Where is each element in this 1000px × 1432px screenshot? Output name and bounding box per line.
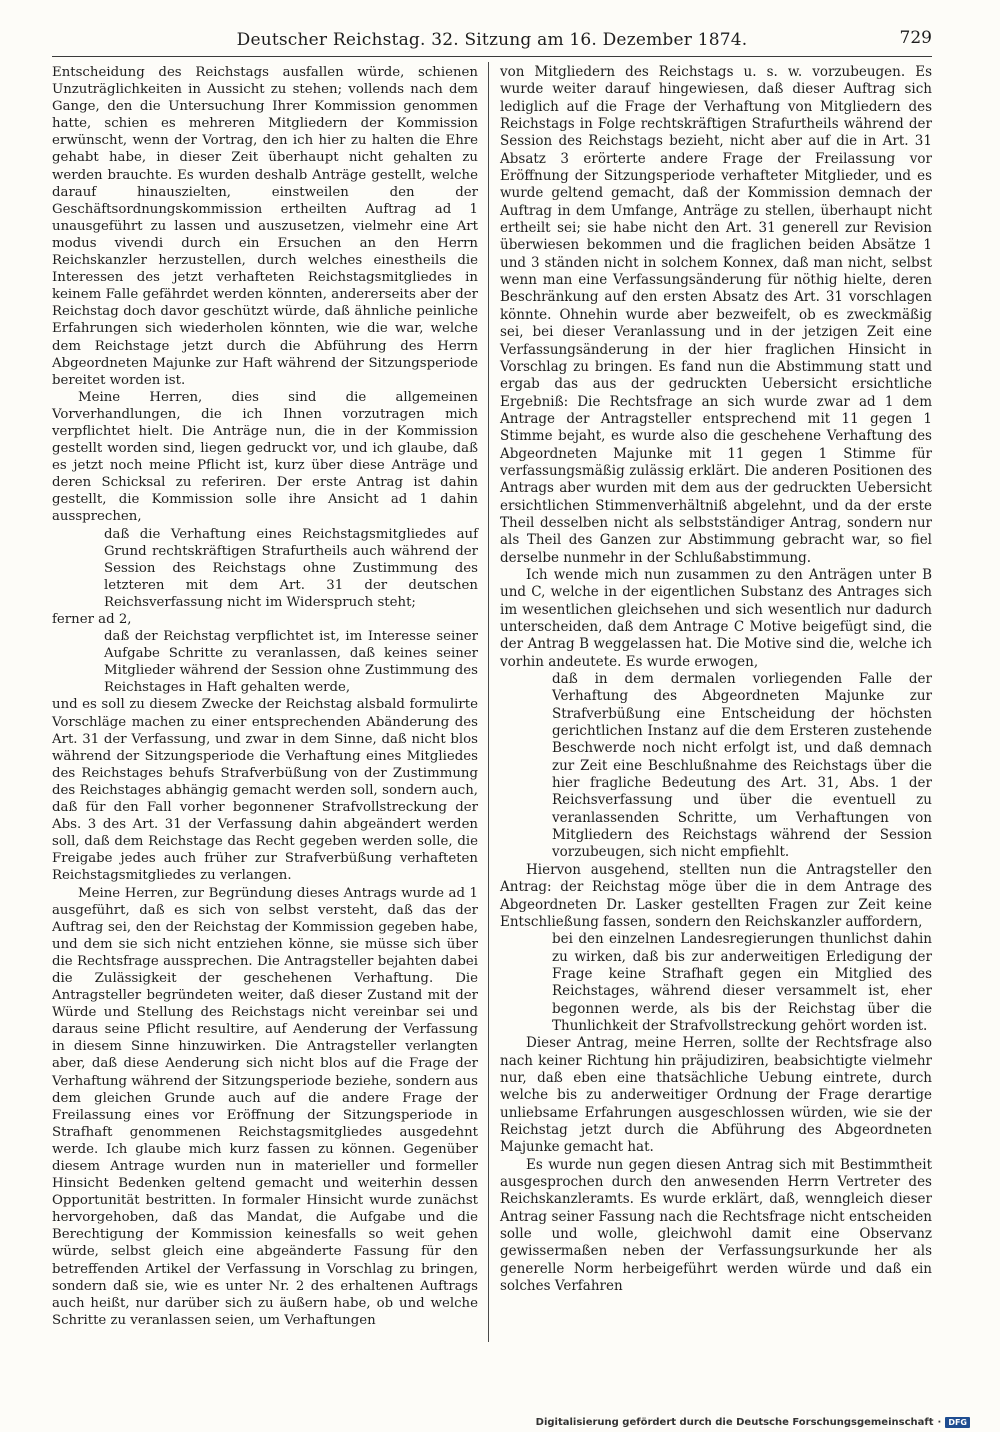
paragraph: und es soll zu diesem Zwecke der Reichstag alsbald formulirte Vorschläge machen zu einer entsprechenden Abänderung des Art. 31 der Verfassung, und zwar in dem Sinne, daß nicht blos während der Sitzungsperiode die Verhaftung eines Mitgliedes des Reichstages behufs Strafverbüßung von der Zustimmung des Reichstages abhängig gemacht werden soll, sondern auch, daß für den Fall vorher begonnener Strafvollstreckung der Abs. 3 des Art. 31 der Verfassung dahin abgeändert werden soll, daß dem Reichstage das Recht gegeben werden solle, die Freigabe jedes auch früher zur Strafverbüßung verhafteten Reichstagsmitgliedes zu verlangen. [52, 697, 478, 884]
column-divider [488, 62, 489, 1342]
credit-text: Digitalisierung gefördert durch die Deutsche Forschungsgemeinschaft [535, 1416, 934, 1428]
quoted-motion: daß der Reichstag verpflichtet ist, im Interesse seiner Aufgabe Schritte zu veranlassen, daß keines seiner Mitglieder während der Session ohne Zustimmung des Reichstages in Haft gehalten werde, [104, 629, 478, 696]
paragraph: Entscheidung des Reichstags ausfallen würde, schienen Unzuträglichkeiten in Aussicht zu stehen; vollends nach dem Gange, den die Untersuchung Ihrer Kommission genommen hatte, schien es mehreren Mitgliedern der Kommission erwünscht, wenn der Vortrag, den ich hier zu halten die Ehre gehabt habe, in dieser Zeit überhaupt nicht gehalten zu werden brauchte. Es wurden deshalb Anträge gestellt, welche darauf hinauszielten, einstweilen den der Geschäftsordnungskommission ertheilten Auftrag ad 1 unausgeführt zu lassen und auszusetzen, vielmehr eine Art modus vivendi durch ein Ersuchen an den Herrn Reichskanzler herzustellen, durch welches einestheils die Interessen des jetzt verhafteten Reichstagsmitgliedes in keinem Falle gefährdet werden könnten, andererseits aber der Reichstag doch davor geschützt würde, daß ähnliche peinliche Erfahrungen sich wiederholen könnten, wie die war, welche dem Reichstage jetzt durch die Abführung des Herrn Abgeordneten Majunke zur Haft während der Sitzungsperiode bereitet worden ist. [52, 65, 478, 388]
quoted-motion: daß die Verhaftung eines Reichstagsmitgliedes auf Grund rechtskräftigen Strafurtheils auch während der Session des Reichstags ohne Zustimmung des letzteren mit dem Art. 31 der deutschen Reichsverfassung nicht im Widerspruch steht; [104, 526, 478, 610]
quoted-motion: bei den einzelnen Landesregierungen thunlichst dahin zu wirken, daß bis zur anderweitigen Erledigung der Frage keine Strafhaft gegen ein Mitglied des Reichstages, während dieser versammelt ist, eher begonnen werde, als bis der Reichstag über die Thunlichkeit der Strafvollstreckung gehört worden ist. [552, 931, 932, 1034]
paragraph: Meine Herren, zur Begründung dieses Antrags wurde ad 1 ausgeführt, daß es sich von selbst versteht, daß das der Auftrag sei, den der Reichstag der Kommission gegeben habe, und dem sie sich nicht entziehen könne, sie müsse sich über die Rechtsfrage aussprechen. Die Antragsteller bejahten dabei die Zulässigkeit der geschehenen Verhaftung. Die Antragsteller begründeten weiter, daß dieser Zustand mit der Würde und Stellung des Reichstags nicht vereinbar sei und daraus seine Pflicht resultire, auf Aenderung der Verfassung in diesem Sinne hinzuwirken. Die Antragsteller verlangten aber, daß diese Aenderung sich nicht blos auf die Frage der Verhaftung während der Sitzungsperiode beziehe, sondern aus dem gleichen Grunde auch auf die andere Frage der Freilassung eines vor Eröffnung der Sitzungsperiode in Strafhaft genommenen Reichstagsmitgliedes ausgedehnt werde. Ich glaube mich kurz fassen zu können. Gegenüber diesem Antrage wurden nun in materieller und formeller Hinsicht Bedenken geltend gemacht und weiterhin dessen Opportunität bestritten. In formaler Hinsicht wurde zunächst hervorgehoben, daß das Mandat, die Aufgabe und die Berechtigung der Kommission keinesfalls so weit gehen würde, selbst gleich eine abgeänderte Fassung für den betreffenden Artikel der Verfassung in Vorschlag zu bringen, sondern daß sie, wie es unter Nr. 2 des erhaltenen Auftrags auch heißt, nur darüber sich zu äußern habe, ob und welche Schritte zu veranlassen seien, um Verhaftungen [52, 885, 478, 1328]
right-column [500, 64, 932, 1295]
page-header [52, 26, 932, 57]
paragraph: von Mitgliedern des Reichstags u. s. w. vorzubeugen. Es wurde weiter darauf hingewiesen, daß dieser Auftrag sich lediglich auf die Frage der Verhaftung von Mitgliedern des Reichstags in Folge rechtskräftigen Strafurtheils während der Session des Reichstags bezieht, nicht aber auf die in Art. 31 Absatz 3 erörterte andere Frage der Freilassung vor Eröffnung der Sitzungsperiode verhafteter Mitglieder, und es wurde geltend gemacht, daß der Kommission demnach der Auftrag in dem Umfange, Anträge zu stellen, überhaupt nicht ertheilt sei; sie habe nicht den Art. 31 generell zur Revision überwiesen bekommen und die fraglichen beiden Absätze 1 und 3 ständen nicht in solchem Konnex, daß man nicht, selbst wenn man eine Verfassungsänderung für nöthig hielte, deren Beschränkung auf den ersten Absatz des Art. 31 vorschlagen könnte. Ohnehin wurde aber bezweifelt, ob es zweckmäßig sei, bei dieser Veranlassung und in der jetzigen Zeit eine Verfassungsänderung in der hier fraglichen Hinsicht in Vorschlag zu bringen. Es fand nun die Abstimmung statt und ergab das aus der gedruckten Uebersicht ersichtliche Ergebniß: Die Rechtsfrage an sich wurde zwar ad 1 dem Antrage der Antragsteller entsprechend mit 11 gegen 1 Stimme bejaht, es wurde also die geschehene Verhaftung des Abgeordneten Majunke mit 11 gegen 1 Stimme für verfassungsmäßig zulässig erklärt. Die anderen Positionen des Antrags aber wurden mit dem aus der gedruckten Uebersicht ersichtlichen Stimmenverhältniß abgelehnt, und da der erste Theil desselben nicht als selbstständiger Antrag, sondern nur als Theil des Ganzen zur Abstimmung gebracht war, so fiel derselbe nunmehr in der Schlußabstimmung. [500, 64, 932, 566]
paragraph: Es wurde nun gegen diesen Antrag sich mit Bestimmtheit ausgesprochen durch den anwesenden Herrn Vertreter des Reichskanzleramts. Es wurde erklärt, daß, wenngleich dieser Antrag seiner Fassung nach die Rechtsfrage nicht entscheiden solle und wolle, gleichwohl damit eine Observanz gewissermaßen neben der Verfassungsurkunde her als generelle Norm herbeigeführt werden würde und daß ein solches Verfahren [500, 1156, 932, 1295]
paragraph: Meine Herren, dies sind die allgemeinen Vorverhandlungen, die ich Ihnen vorzutragen mich verpflichtet hielt. Die Anträge nun, die in der Kommission gestellt worden sind, liegen gedruckt vor, und ich glaube, daß es jetzt noch meine Pflicht ist, kurz über diese Anträge und deren Schicksal zu referiren. Der erste Antrag ist dahin gestellt, die Kommission solle ihre Ansicht ad 1 dahin aussprechen, [52, 389, 478, 525]
paragraph: Hiervon ausgehend, stellten nun die Antragsteller den Antrag: der Reichstag möge über die in dem Antrage des Abgeordneten Dr. Lasker gestellten Fragen zur Zeit keine Entschließung fassen, sondern den Reichskanzler auffordern, [500, 861, 932, 930]
paragraph: ferner ad 2, [52, 612, 132, 627]
paragraph: Ich wende mich nun zusammen zu den Anträgen unter B und C, welche in der eigentlichen Substanz des Antrages sich im wesentlichen gleichsehen und sich wesentlich nur dadurch unterscheiden, daß dem Antrage C Motive beigefügt sind, die der Antrag B weggelassen hat. Die Motive sind die, welche ich vorhin andeutete. Es wurde erwogen, [500, 566, 932, 670]
footer-credit: Digitalisierung gefördert durch die Deutsche Forschungsgemeinschaft · DFG [536, 1415, 970, 1429]
page-number: 729 [899, 28, 932, 48]
running-title: Deutscher Reichstag. 32. Sitzung am 16. Dezember 1874. [236, 30, 748, 50]
dfg-logo: DFG [945, 1417, 970, 1428]
left-column [52, 64, 478, 1329]
quoted-motion: daß in dem dermalen vorliegenden Falle der Verhaftung des Abgeordneten Majunke zur Strafverbüßung eine Entscheidung der höchsten gerichtlichen Instanz auf die dem Ersteren zustehende Beschwerde noch nicht erfolgt ist, und daß demnach zur Zeit eine Beschlußnahme des Reichstags über die hier fragliche Bedeutung des Art. 31, Abs. 1 der Reichsverfassung und über die eventuell zu veranlassenden Schritte, um Verhaftungen von Mitgliedern des Reichstags während der Session vorzubeugen, sich nicht empfiehlt. [552, 671, 932, 861]
paragraph: Dieser Antrag, meine Herren, sollte der Rechtsfrage also nach keiner Richtung hin präjudiziren, beabsichtigte vielmehr nur, daß eben eine thatsächliche Uebung eintrete, durch welche bis zu anderweitiger Ordnung der Frage derartige unliebsame Erfahrungen ausgeschlossen würden, wie sie der Reichstag jetzt durch die Abführung des Abgeordneten Majunke gemacht hat. [500, 1035, 932, 1156]
